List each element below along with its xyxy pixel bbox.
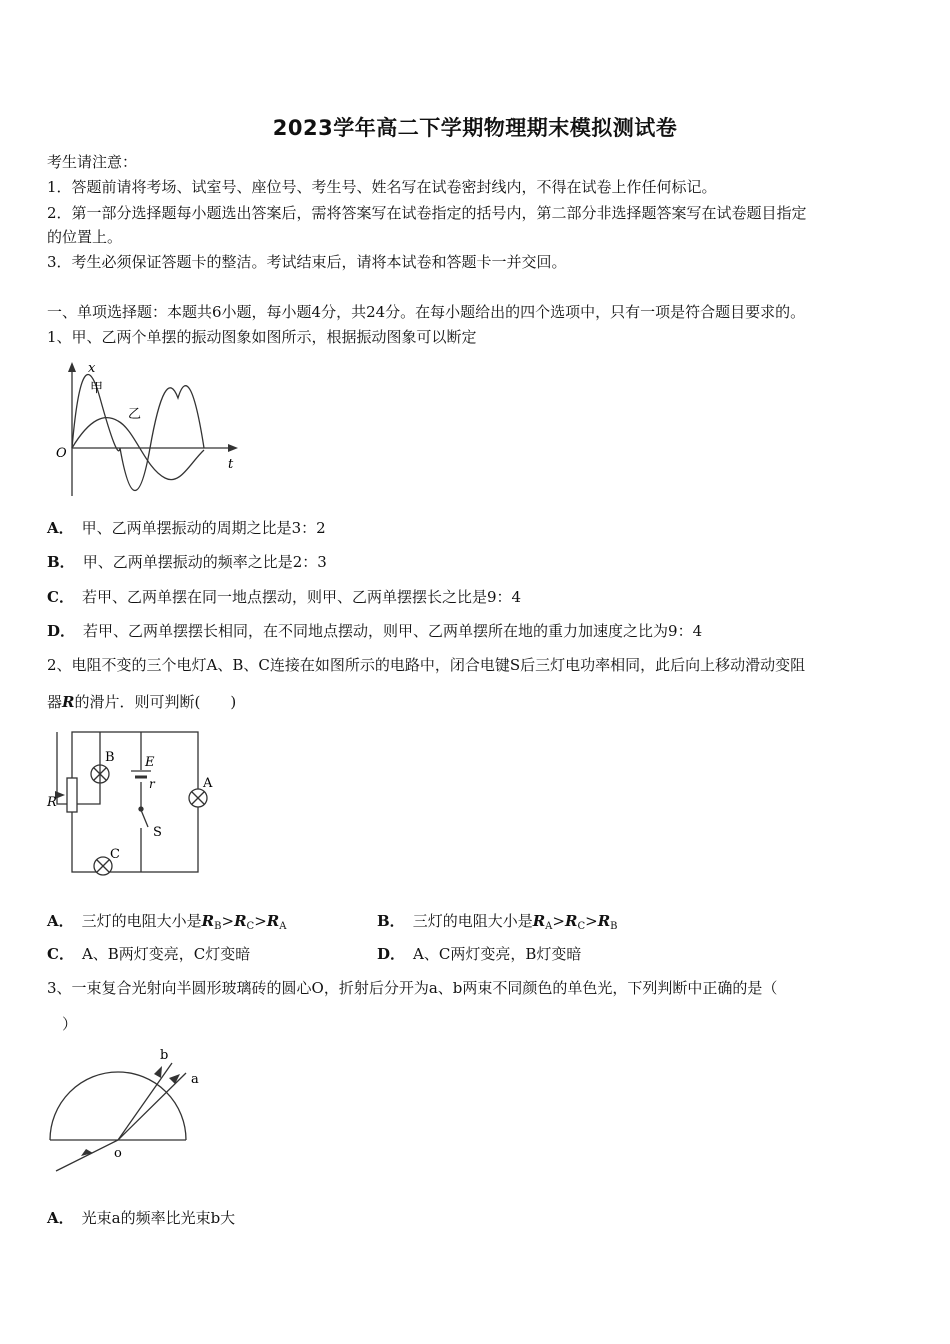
q1-option-b-text: 甲、乙两单摆振动的频率之比是2：3 — [82, 553, 327, 571]
q2-option-b-r3: R — [597, 912, 611, 930]
q1-option-a[interactable] — [47, 518, 326, 538]
q3-option-a-key: A． — [47, 1209, 74, 1227]
q1-option-b-key: B． — [47, 553, 75, 571]
q2-stem-cont — [47, 692, 236, 712]
ray-a — [118, 1073, 186, 1140]
q1-option-d[interactable] — [47, 621, 702, 641]
q3-label-b: b — [160, 1048, 169, 1063]
q2-option-b-key: B． — [377, 912, 405, 930]
q2-option-a-text: 三灯的电阻大小是 — [81, 912, 202, 930]
notice-item-1: 1．答题前请将考场、试室号、座位号、考生号、姓名写在试卷密封线内，不得在试卷上作任何标记。 — [47, 178, 717, 196]
q2-label-b: B — [105, 750, 115, 765]
q2-option-a-s1: B — [214, 921, 222, 932]
q2-option-b-text: 三灯的电阻大小是 — [412, 912, 533, 930]
q2-option-c-key: C． — [47, 945, 74, 963]
page-title: 2023学年高二下学期物理期末模拟测试卷 — [272, 116, 678, 140]
ray-b — [118, 1063, 172, 1140]
q1-option-b[interactable] — [47, 552, 327, 572]
q1-option-a-key: A． — [47, 519, 74, 537]
ray-a-arrow-icon — [169, 1074, 180, 1084]
q1-option-a-text: 甲、乙两单摆振动的周期之比是3：2 — [81, 519, 326, 537]
q2-option-a-r1: R — [201, 912, 215, 930]
q1-oscillation-figure — [50, 358, 250, 498]
rheostat-icon — [67, 778, 77, 812]
q3-option-a[interactable] — [47, 1208, 235, 1228]
q1-label-x: x — [88, 361, 96, 376]
q2-label-r: R — [47, 795, 57, 810]
q2-option-a[interactable] — [47, 911, 286, 937]
q2-option-a-r3: R — [266, 912, 280, 930]
q2-option-b-s1: A — [545, 921, 553, 932]
q2-circuit-figure — [45, 726, 220, 881]
q2-stem: 2、电阻不变的三个电灯A、B、C连接在如图所示的电路中，闭合电键S后三灯电功率相同，此后向上移动滑动变阻 — [47, 656, 806, 674]
q2-label-s: S — [153, 825, 162, 840]
q2-stem-post: 的滑片．则可判断( ) — [74, 693, 237, 711]
q2-option-d-key: D． — [377, 945, 406, 963]
q1-option-d-text: 若甲、乙两单摆摆长相同，在不同地点摆动，则甲、乙两单摆所在地的重力加速度之比为9：4 — [83, 622, 703, 640]
incident-ray — [56, 1140, 118, 1171]
q1-label-t: t — [228, 457, 234, 472]
q2-label-c: C — [110, 847, 120, 862]
q2-option-a-s3: A — [279, 921, 287, 932]
q3-label-a: a — [191, 1072, 199, 1087]
q1-label-yi: 乙 — [128, 407, 142, 422]
q1-option-d-key: D． — [47, 622, 76, 640]
q1-stem: 1、甲、乙两个单摆的振动图象如图所示，根据振动图象可以断定 — [47, 328, 477, 346]
notice-item-3: 3．考生必须保证答题卡的整洁。考试结束后，请将本试卷和答题卡一并交回。 — [47, 253, 567, 271]
q2-option-a-op1: > — [221, 912, 235, 930]
q3-stem: 3、一束复合光射向半圆形玻璃砖的圆心O，折射后分开为a、b两束不同颜色的单色光，下列判断中正确的是（ — [47, 979, 778, 997]
x-arrow-icon — [68, 362, 76, 372]
q2-label-r-internal: r — [149, 777, 155, 791]
q2-label-a: A — [203, 776, 213, 791]
q2-option-b-r1: R — [532, 912, 546, 930]
notice-item-2-cont: 的位置上。 — [47, 228, 123, 246]
q2-option-d[interactable] — [377, 944, 581, 964]
q1-option-c-key: C． — [47, 588, 74, 606]
q3-label-o: o — [114, 1146, 122, 1161]
q2-stem-var: R — [62, 693, 75, 711]
q2-option-a-s2: C — [246, 921, 255, 932]
q1-option-c-text: 若甲、乙两单摆在同一地点摆动，则甲、乙两单摆摆长之比是9：4 — [81, 588, 522, 606]
q2-option-a-key: A． — [47, 912, 74, 930]
q1-label-origin: O — [56, 446, 67, 461]
q1-label-jia: 甲 — [90, 381, 104, 396]
t-arrow-icon — [228, 444, 238, 452]
q3-stem-cont: ） — [62, 1015, 78, 1033]
section-heading: 一、单项选择题：本题共6小题，每小题4分，共24分。在每小题给出的四个选项中，只有一项是符合题目要求的。 — [47, 303, 806, 321]
circuit-outer-loop — [72, 732, 198, 872]
q2-option-a-op2: > — [254, 912, 267, 930]
q2-option-b[interactable] — [377, 911, 618, 937]
q2-option-b-op1: > — [552, 912, 565, 930]
ray-b-arrow-icon — [154, 1066, 162, 1078]
q2-option-b-s2: C — [577, 921, 586, 932]
q2-option-b-op2: > — [585, 912, 598, 930]
q2-stem-pre: 器 — [47, 693, 63, 711]
q2-option-c-text: A、B两灯变亮，C灯变暗 — [81, 945, 251, 963]
q2-option-b-r2: R — [564, 912, 578, 930]
q2-option-b-s3: B — [610, 921, 618, 932]
notice-item-2: 2．第一部分选择题每小题选出答案后，需将答案写在试卷指定的括号内，第二部分非选择题答案写在试卷题目指定 — [47, 204, 807, 222]
q3-refraction-figure — [48, 1045, 218, 1175]
q2-option-a-r2: R — [234, 912, 247, 930]
q3-option-a-text: 光束a的频率比光束b大 — [81, 1209, 236, 1227]
semicircle-glass-brick — [50, 1072, 186, 1140]
q2-label-e: E — [145, 755, 155, 770]
q1-option-c[interactable] — [47, 587, 521, 607]
q2-option-c[interactable] — [47, 944, 250, 964]
switch-blade-icon — [141, 810, 148, 827]
notice-heading: 考生请注意： — [47, 153, 138, 171]
q2-option-d-text: A、C两灯变亮，B灯变暗 — [413, 945, 582, 963]
